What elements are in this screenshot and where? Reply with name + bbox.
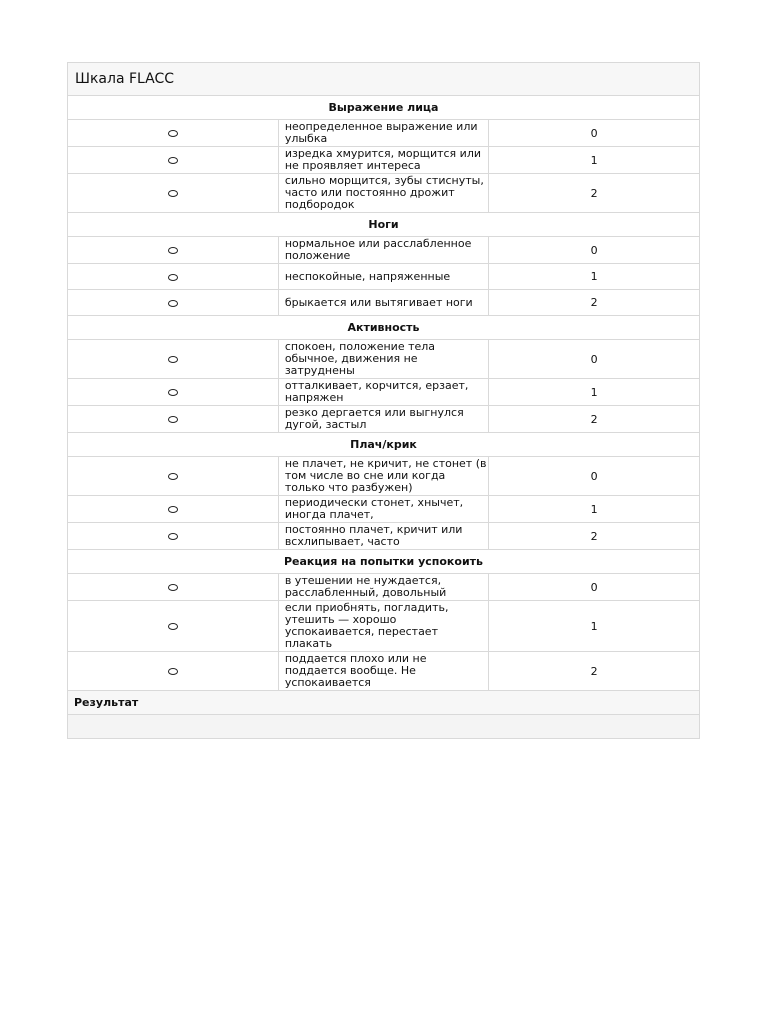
option-label: неспокойные, напряженные xyxy=(278,264,488,290)
section-heading: Активность xyxy=(68,316,699,340)
radio-button-icon[interactable] xyxy=(168,668,178,675)
option-row[interactable] xyxy=(68,120,699,147)
option-score: 0 xyxy=(489,340,699,379)
radio-cell[interactable] xyxy=(68,574,278,601)
option-row[interactable] xyxy=(68,290,699,316)
option-label: поддается плохо или не поддается вообще. Не успокаивается xyxy=(278,652,488,691)
radio-button-icon[interactable] xyxy=(168,416,178,423)
option-label: постоянно плачет, кричит или всхлипывает, часто xyxy=(278,523,488,550)
radio-cell[interactable] xyxy=(68,174,278,213)
option-score: 1 xyxy=(489,264,699,290)
radio-cell[interactable] xyxy=(68,601,278,652)
result-value xyxy=(68,715,699,738)
scale-table xyxy=(68,96,699,691)
radio-button-icon[interactable] xyxy=(168,300,178,307)
radio-button-icon[interactable] xyxy=(168,506,178,513)
option-row[interactable] xyxy=(68,174,699,213)
radio-cell[interactable] xyxy=(68,120,278,147)
option-row[interactable] xyxy=(68,523,699,550)
option-label: спокоен, положение тела обычное, движения не затруднены xyxy=(278,340,488,379)
option-score: 1 xyxy=(489,379,699,406)
radio-button-icon[interactable] xyxy=(168,130,178,137)
option-label: периодически стонет, хнычет, иногда плачет, xyxy=(278,496,488,523)
section-header xyxy=(68,433,699,457)
option-score: 0 xyxy=(489,237,699,264)
section-header xyxy=(68,213,699,237)
radio-cell[interactable] xyxy=(68,264,278,290)
option-row[interactable] xyxy=(68,406,699,433)
option-score: 2 xyxy=(489,523,699,550)
radio-button-icon[interactable] xyxy=(168,190,178,197)
option-label: изредка хмурится, морщится или не проявляет интереса xyxy=(278,147,488,174)
option-score: 0 xyxy=(489,574,699,601)
page-title: Шкала FLACC xyxy=(68,63,699,96)
section-header xyxy=(68,96,699,120)
option-score: 0 xyxy=(489,120,699,147)
section-heading: Выражение лица xyxy=(68,96,699,120)
option-row[interactable] xyxy=(68,264,699,290)
radio-cell[interactable] xyxy=(68,237,278,264)
option-score: 1 xyxy=(489,601,699,652)
option-label: отталкивает, корчится, ерзает, напряжен xyxy=(278,379,488,406)
radio-button-icon[interactable] xyxy=(168,274,178,281)
radio-cell[interactable] xyxy=(68,340,278,379)
option-row[interactable] xyxy=(68,496,699,523)
radio-cell[interactable] xyxy=(68,406,278,433)
option-label: если приобнять, погладить, утешить — хорошо успокаивается, перестает плакать xyxy=(278,601,488,652)
radio-button-icon[interactable] xyxy=(168,157,178,164)
option-score: 2 xyxy=(489,174,699,213)
radio-cell[interactable] xyxy=(68,496,278,523)
option-row[interactable] xyxy=(68,652,699,691)
option-label: не плачет, не кричит, не стонет (в том числе во сне или когда только что разбужен) xyxy=(278,457,488,496)
option-label: брыкается или вытягивает ноги xyxy=(278,290,488,316)
section-header xyxy=(68,550,699,574)
option-row[interactable] xyxy=(68,379,699,406)
radio-cell[interactable] xyxy=(68,290,278,316)
section-header xyxy=(68,316,699,340)
option-row[interactable] xyxy=(68,457,699,496)
radio-button-icon[interactable] xyxy=(168,584,178,591)
radio-cell[interactable] xyxy=(68,652,278,691)
option-score: 1 xyxy=(489,147,699,174)
option-score: 2 xyxy=(489,406,699,433)
option-row[interactable] xyxy=(68,340,699,379)
radio-button-icon[interactable] xyxy=(168,473,178,480)
radio-cell[interactable] xyxy=(68,457,278,496)
section-heading: Плач/крик xyxy=(68,433,699,457)
option-label: сильно морщится, зубы стиснуты, часто или постоянно дрожит подбородок xyxy=(278,174,488,213)
option-row[interactable] xyxy=(68,574,699,601)
radio-button-icon[interactable] xyxy=(168,389,178,396)
section-heading: Реакция на попытки успокоить xyxy=(68,550,699,574)
option-row[interactable] xyxy=(68,147,699,174)
radio-cell[interactable] xyxy=(68,147,278,174)
radio-button-icon[interactable] xyxy=(168,356,178,363)
result-label: Результат xyxy=(68,691,699,715)
radio-cell[interactable] xyxy=(68,379,278,406)
radio-cell[interactable] xyxy=(68,523,278,550)
option-score: 2 xyxy=(489,652,699,691)
radio-button-icon[interactable] xyxy=(168,247,178,254)
option-label: в утешении не нуждается, расслабленный, довольный xyxy=(278,574,488,601)
option-score: 0 xyxy=(489,457,699,496)
option-score: 2 xyxy=(489,290,699,316)
option-label: нормальное или расслабленное положение xyxy=(278,237,488,264)
option-score: 1 xyxy=(489,496,699,523)
radio-button-icon[interactable] xyxy=(168,623,178,630)
flacc-scale-panel xyxy=(67,62,700,739)
radio-button-icon[interactable] xyxy=(168,533,178,540)
section-heading: Ноги xyxy=(68,213,699,237)
option-row[interactable] xyxy=(68,237,699,264)
option-label: неопределенное выражение или улыбка xyxy=(278,120,488,147)
option-label: резко дергается или выгнулся дугой, застыл xyxy=(278,406,488,433)
option-row[interactable] xyxy=(68,601,699,652)
